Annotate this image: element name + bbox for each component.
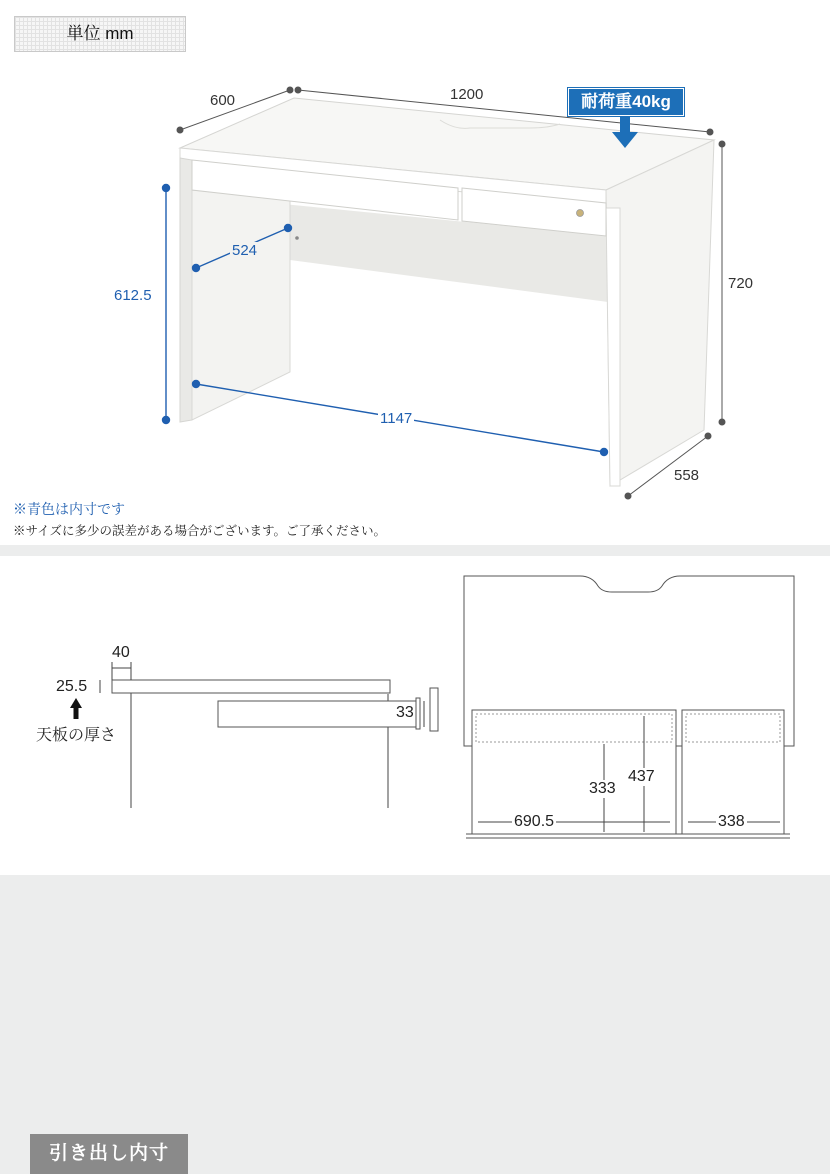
drawer-diagrams xyxy=(0,556,830,875)
dimension-height: 720 xyxy=(728,275,754,292)
blue-inner-note: ※青色は内寸です xyxy=(13,501,125,517)
side-view-drawer-handle xyxy=(416,698,420,729)
top-thickness-label: 天板の厚さ xyxy=(36,727,117,744)
drawer-section-title: 引き出し内寸 xyxy=(48,1143,169,1164)
desk-left-leg-edge xyxy=(180,158,192,422)
desk-side-panel xyxy=(606,140,714,486)
load-capacity-label: 耐荷重40kg xyxy=(581,92,671,111)
drawer-dimension-panel xyxy=(0,556,830,1164)
dimension-large-width: 690.5 xyxy=(514,813,555,830)
dimension-top-thickness: 25.5 xyxy=(56,678,88,695)
desk-illustration xyxy=(0,0,830,545)
side-view-desk-top xyxy=(112,680,390,693)
dimension-depth: 600 xyxy=(210,92,236,109)
desk-right-leg xyxy=(606,208,620,486)
dimension-inner-height: 612.5 xyxy=(114,287,152,304)
side-view-back-stop xyxy=(430,688,438,731)
lock-icon xyxy=(577,210,584,217)
arrow-up-icon xyxy=(70,698,82,708)
dimension-drawer-height: 33 xyxy=(396,704,414,721)
dimension-bottom-depth: 558 xyxy=(674,467,700,484)
dimension-offset: 40 xyxy=(112,644,130,661)
drawer-section-header xyxy=(30,1134,188,1174)
load-capacity-badge xyxy=(568,88,684,116)
unit-label: 単位 mm xyxy=(66,24,134,43)
dimension-small-width: 338 xyxy=(718,813,745,830)
dimension-width: 1200 xyxy=(450,86,484,103)
dimension-inner-depth: 524 xyxy=(232,242,258,259)
side-view-drawer xyxy=(218,701,416,727)
desk-dimension-panel xyxy=(0,0,830,545)
size-tolerance-note: ※サイズに多少の誤差がある場合がございます。ご了承ください。 xyxy=(13,524,387,538)
screw-hole-icon xyxy=(295,236,299,240)
dimension-large-inner-depth: 333 xyxy=(589,780,616,797)
dimension-inner-width: 1147 xyxy=(380,410,413,427)
dimension-large-outer-depth: 437 xyxy=(628,768,655,785)
